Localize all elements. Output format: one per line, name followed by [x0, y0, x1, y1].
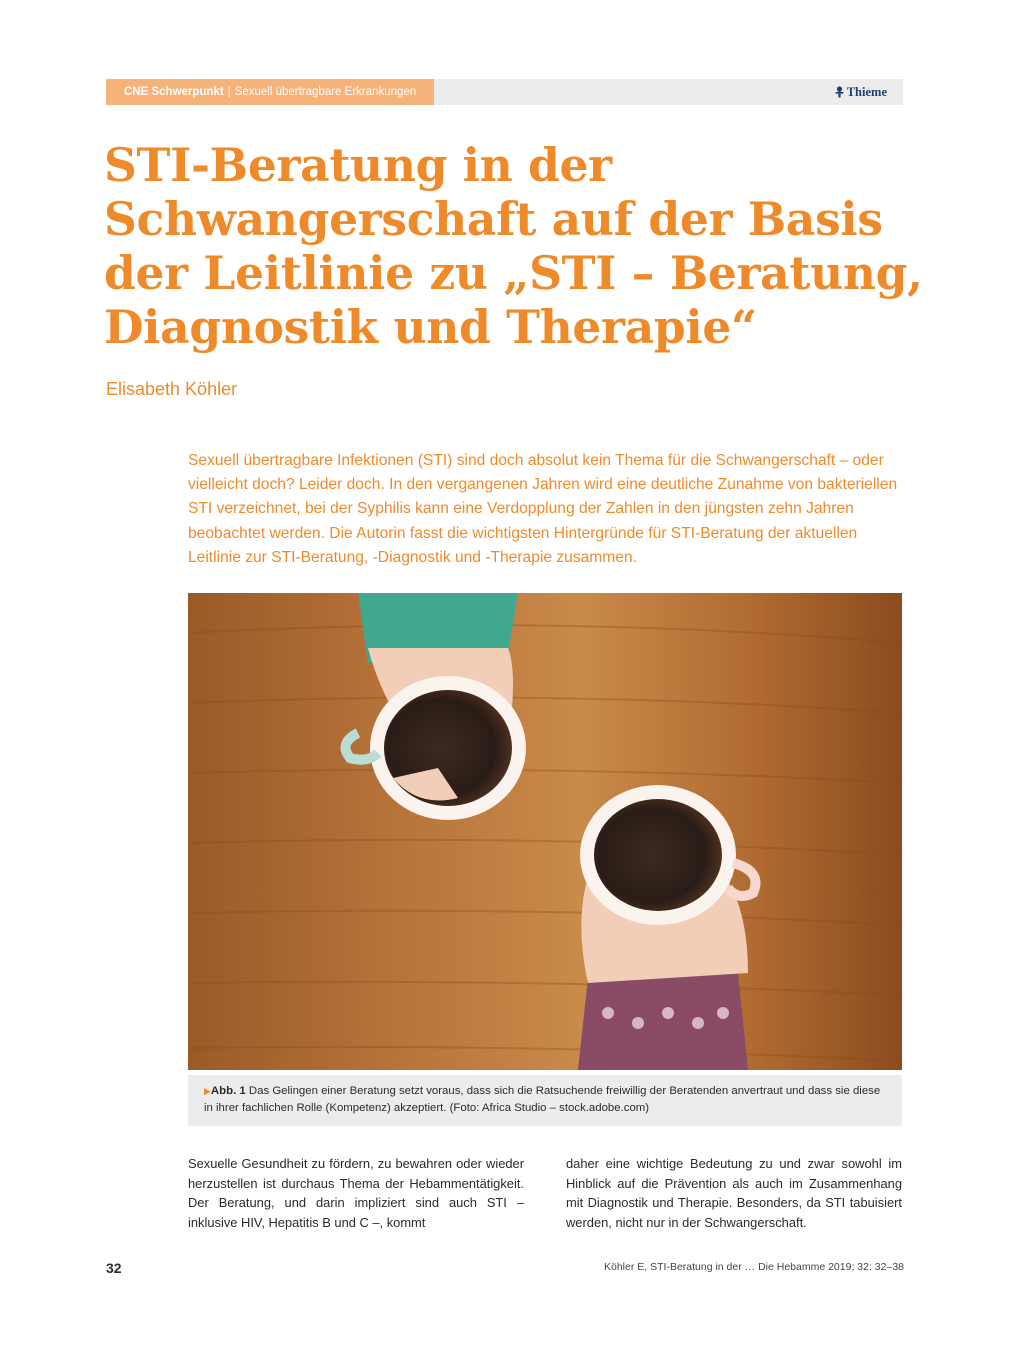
figure-photo-coffee-cups [188, 593, 902, 1070]
article-title: STI-Beratung in der Schwangerschaft auf der Basis der Leitlinie zu „STI – Beratung, Diagnostik und Therapie“ [104, 138, 923, 354]
publisher-brand [835, 79, 887, 105]
section-label: CNE Schwerpunkt [124, 86, 224, 98]
page-number: 32 [106, 1260, 122, 1276]
figure-label: Abb. 1 [210, 1085, 246, 1097]
section-topic: Sexuell übertragbare Erkrankungen [234, 86, 417, 98]
body-column-left: Sexuelle Gesundheit zu fördern, zu bewahren oder wieder herzustellen ist durchaus Thema der Hebammentätigkeit. Der Beratung, und darin impliziert sind auch STI – inklusive HIV, Hepatitis B und C –, kommt [188, 1156, 524, 1230]
figure-caption [188, 1075, 902, 1126]
running-header [106, 79, 903, 105]
section-tag [106, 79, 434, 105]
caption-text: Das Gelingen einer Beratung setzt voraus, dass sich die Ratsuchende freiwillig der Beratenden anvertraut und dass sie diese in ihrer fachlichen Rolle (Kompetenz) akzeptiert. (Foto: Africa Studio – stock.adobe.com) [204, 1085, 881, 1114]
header-separator: | [227, 86, 231, 98]
thieme-logo-icon [835, 86, 844, 98]
body-column-right: daher eine wichtige Bedeutung zu und zwar sowohl im Hinblick auf die Prävention als auch im Zusammenhang mit Diagnostik und Therapie. Besonders, da STI tabuisiert werden, nicht nur in der Schwangerschaft. [566, 1156, 902, 1230]
caption-arrow-icon: ▶ [204, 1086, 211, 1096]
brand-name: Thieme [846, 85, 887, 99]
article-author: Elisabeth Köhler [106, 379, 238, 399]
footer-citation: Köhler E, STI-Beratung in der … Die Hebamme 2019; 32: 32–38 [604, 1261, 904, 1273]
article-abstract: Sexuell übertragbare Infektionen (STI) sind doch absolut kein Thema für die Schwangerschaft – oder vielleicht doch? Leider doch. In den vergangenen Jahren wird eine deutliche Zunahme von bakteriellen STI verzeichnet, bei der Syphilis kann eine Verdopplung der Zahlen in den jüngsten zehn Jahren beobachtet werden. Die Autorin fasst die wichtigsten Hintergründe für STI-Beratung der aktuellen Leitlinie zur STI-Beratung, -Diagnostik und -Therapie zusammen. [188, 452, 898, 566]
